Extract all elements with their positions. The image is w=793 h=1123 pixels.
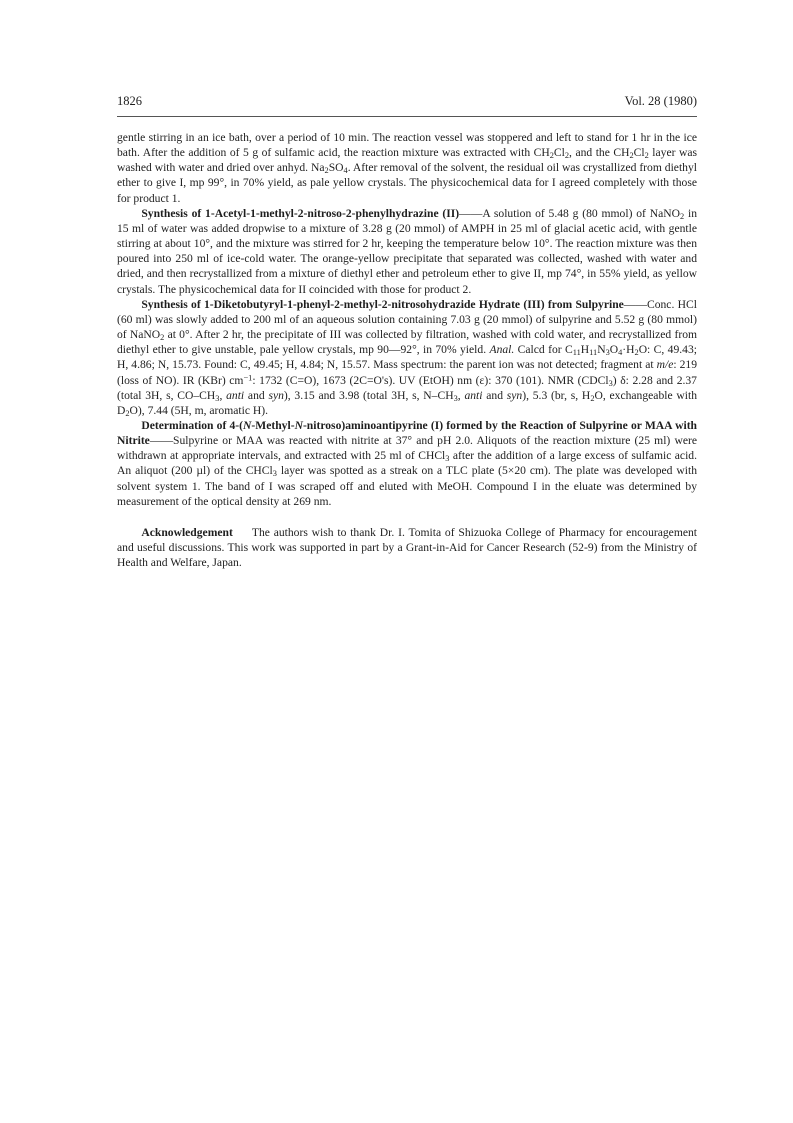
page-number: 1826 — [117, 94, 142, 108]
section-determination: Determination of 4-(N-Methyl-N-nitroso)aminoantipyrine (I) formed by the Reaction of Sulpyrine or MAA with Nitrite——Sulpyrine or MAA was reacted with nitrite at 37° and pH 2.0. Aliquots of the reaction mixture (25 ml) were withdrawn at appropriate intervals, and extracted with 25 ml of CHCl$_3$ after the addition of a large excess of sulfamic acid. An aliquot (200 µl) of the CHCl$_3$ layer was spotted as a streak on a TLC plate (5×20 cm). The plate was developed with solvent system 1. The band of I was scraped off and eluted with MeOH. Compound I in the eluate was determined by measurement of the optical density at 269 nm. — [117, 418, 697, 508]
running-header — [117, 94, 697, 112]
section-heading: Synthesis of 1-Acetyl-1-methyl-2-nitroso-2-phenylhydrazine (II) — [141, 206, 460, 220]
article-body — [117, 130, 697, 570]
section-heading: Synthesis of 1-Diketobutyryl-1-phenyl-2-methyl-2-nitrosohydrazide Hydrate (III) from Sulpyrine — [141, 297, 624, 311]
acknowledgement-heading: Acknowledgement — [141, 525, 233, 539]
header-rule — [117, 116, 697, 117]
section-synthesis-III: Synthesis of 1-Diketobutyryl-1-phenyl-2-methyl-2-nitrosohydrazide Hydrate (III) from Sulpyrine——Conc. HCl (60 ml) was slowly added to 200 ml of an aqueous solution containing 7.03 g (20 mmol) of sulpyrine and 5.52 g (80 mmol) of NaNO$_2$ at 0°. After 2 hr, the precipitate of III was collected by filtration, washed with cold water, and recrystallized from diethyl ether to give unstable, pale yellow crystals, mp 90—92°, in 70% yield. Anal. Calcd for $C_{11}H_{11}N_3O_4\cdot H_2O$: C, 49.43; H, 4.86; N, 15.73. Found: C, 49.45; H, 4.84; N, 15.57. Mass spectrum: the parent ion was not detected; fragment at m/e: 219 (loss of NO). IR (KBr) $cm^{-1}$: 1732 (C=O), 1673 (2C=O's). UV (EtOH) nm (ε): 370 (101). NMR (CDCl$_3$) δ: 2.28 and 2.37 (total 3H, s, $CO-CH_3$, anti and syn), 3.15 and 3.98 (total 3H, s, $N-CH_3$, anti and syn), 5.3 (br, s, $H_2O$, exchangeable with $D_2O$), 7.44 (5H, m, aromatic H). — [117, 297, 698, 418]
paragraph-continued: gentle stirring in an ice bath, over a period of 10 min. The reaction vessel was stoppered and left to stand for 1 hr in the ice bath. After the addition of 5 g of sulfamic acid, the reaction mixture was extracted with $CH_2Cl_2$, and the $CH_2Cl_2$ layer was washed with water and dried over anhyd. $Na_2SO_4$. After removal of the solvent, the residual oil was crystallized from diethyl ether to give I, mp 99°, in 70% yield, as pale yellow crystals. The physicochemical data for I agreed completely with those for product 1. — [117, 131, 697, 205]
journal-volume: Vol. 28 (1980) — [624, 94, 697, 108]
section-synthesis-II: Synthesis of 1-Acetyl-1-methyl-2-nitroso-2-phenylhydrazine (II)——A solution of 5.48 g (80 mmol) of NaNO$_2$ in 15 ml of water was added dropwise to a mixture of 3.28 g (20 mmol) of AMPH in 25 ml of glacial acetic acid, with gentle stirring at about 10°, and the mixture was stirred for 2 hr, keeping the temperature below 10°. The reaction mixture was then poured into 250 ml of ice-cold water. The orange-yellow precipitate that separated was collected, washed with water and dried, and then recrystallized from a mixture of diethyl ether and petroleum ether to give II, mp 74°, in 55% yield, as yellow crystals. The physicochemical data for II coincided with those for product 2. — [117, 206, 697, 296]
section-heading: Determination of 4-(N-Methyl-N-nitroso)aminoantipyrine (I) formed by the Reaction of Sulpyrine or MAA with Nitrite — [117, 418, 697, 448]
acknowledgement: Acknowledgement The authors wish to thank Dr. I. Tomita of Shizuoka College of Pharmacy for encouragement and useful discussions. This work was supported in part by a Grant-in-Aid for Cancer Research (52-9) from the Ministry of Health and Welfare, Japan. — [117, 525, 698, 570]
